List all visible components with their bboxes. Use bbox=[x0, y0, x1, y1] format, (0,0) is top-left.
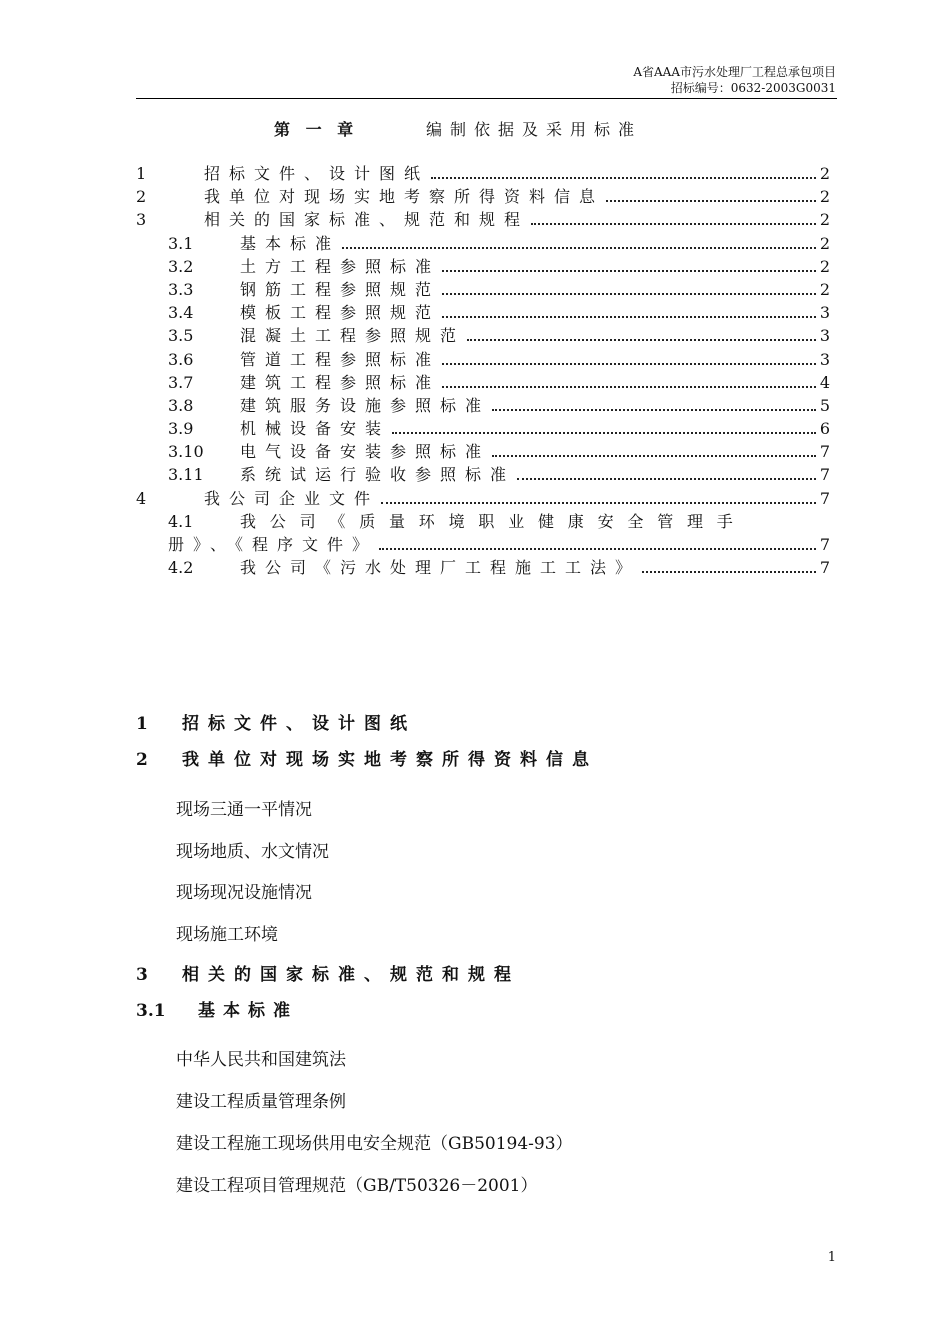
toc-leader bbox=[492, 409, 816, 411]
toc-title: 模板工程参照规范 bbox=[240, 303, 441, 323]
toc-leader bbox=[531, 223, 816, 225]
page-number: 1 bbox=[827, 1250, 836, 1265]
section-number: 1 bbox=[136, 714, 148, 734]
toc-entry[interactable] bbox=[136, 208, 830, 231]
toc-title: 我单位对现场实地考察所得资料信息 bbox=[204, 187, 605, 207]
list-item: 中华人民共和国建筑法 bbox=[176, 1050, 346, 1070]
toc-title: 钢筋工程参照规范 bbox=[240, 279, 441, 299]
toc-leader bbox=[442, 293, 816, 295]
toc-page: 2 bbox=[819, 187, 830, 207]
toc-page: 7 bbox=[819, 465, 830, 485]
toc-number: 3.9 bbox=[168, 419, 194, 439]
toc-number: 3.5 bbox=[168, 326, 194, 346]
section-title: 招标文件、设计图纸 bbox=[182, 714, 416, 734]
toc-entry[interactable] bbox=[136, 463, 830, 486]
section-heading-2 bbox=[136, 745, 598, 770]
header-project-name: A省AAA市污水处理厂工程总承包项目 bbox=[633, 65, 836, 79]
toc-number: 3 bbox=[136, 210, 147, 230]
list-item: 现场三通一平情况 bbox=[176, 800, 312, 820]
toc-leader bbox=[442, 363, 816, 365]
toc-leader bbox=[381, 502, 816, 504]
chapter-number: 第 一 章 bbox=[274, 120, 359, 139]
toc-title: 我公司《污水处理厂工程施工工法》 bbox=[240, 558, 641, 578]
toc-page: 2 bbox=[819, 233, 830, 253]
toc-number: 3.10 bbox=[168, 442, 204, 462]
toc-entry[interactable] bbox=[136, 556, 830, 579]
toc-title: 混凝土工程参照规范 bbox=[240, 326, 466, 346]
toc-entry[interactable] bbox=[136, 348, 830, 371]
toc-number: 1 bbox=[136, 164, 147, 183]
toc-title: 我公司《质量环境职业健康安全管理手 bbox=[240, 511, 747, 531]
list-item: 现场地质、水文情况 bbox=[176, 842, 329, 862]
toc-leader bbox=[492, 455, 816, 457]
page-header bbox=[633, 64, 836, 96]
toc-page: 7 bbox=[819, 488, 830, 508]
section-heading-3 bbox=[136, 960, 520, 985]
toc-entry[interactable] bbox=[136, 232, 830, 255]
toc-number: 4.1 bbox=[168, 511, 194, 531]
toc-title: 建筑工程参照标准 bbox=[240, 372, 441, 392]
toc-leader bbox=[642, 571, 816, 573]
toc-title: 机械设备安装 bbox=[240, 419, 391, 439]
toc-number: 3.8 bbox=[168, 395, 194, 415]
section-title: 相关的国家标准、规范和规程 bbox=[182, 965, 520, 985]
toc-title: 相关的国家标准、规范和规程 bbox=[204, 210, 530, 230]
toc-title: 系统试运行验收参照标准 bbox=[240, 465, 516, 485]
list-item: 建设工程施工现场供用电安全规范（GB50194-93） bbox=[176, 1134, 573, 1154]
toc-leader bbox=[379, 548, 816, 550]
toc-entry[interactable] bbox=[136, 417, 830, 440]
toc-number: 3.7 bbox=[168, 372, 194, 392]
toc-page: 2 bbox=[819, 279, 830, 299]
toc-title: 电气设备安装参照标准 bbox=[240, 442, 491, 462]
toc-number: 3.1 bbox=[168, 233, 194, 253]
toc-number: 3.3 bbox=[168, 279, 194, 299]
section-title: 基本标准 bbox=[198, 1001, 298, 1021]
toc-entry[interactable] bbox=[136, 278, 830, 301]
toc-page: 3 bbox=[819, 349, 830, 369]
table-of-contents bbox=[136, 162, 830, 579]
section-number: 3 bbox=[136, 965, 148, 985]
toc-leader bbox=[606, 200, 816, 202]
toc-number: 3.11 bbox=[168, 465, 204, 485]
header-bid-number: 招标编号：0632-2003G0031 bbox=[670, 81, 836, 95]
toc-leader bbox=[442, 386, 816, 388]
toc-entry[interactable] bbox=[136, 324, 830, 347]
toc-number: 3.4 bbox=[168, 303, 194, 323]
toc-title: 建筑服务设施参照标准 bbox=[240, 395, 491, 415]
toc-entry[interactable] bbox=[136, 371, 830, 394]
list-item: 现场现况设施情况 bbox=[176, 883, 312, 903]
toc-page: 7 bbox=[819, 558, 830, 578]
subsection-heading-3-1 bbox=[136, 996, 298, 1021]
toc-entry[interactable] bbox=[136, 394, 830, 417]
toc-page: 3 bbox=[819, 303, 830, 323]
list-item: 建设工程项目管理规范（GB/T50326－2001） bbox=[176, 1176, 538, 1196]
toc-entry-continuation[interactable] bbox=[136, 533, 830, 556]
toc-leader bbox=[442, 270, 816, 272]
toc-entry[interactable] bbox=[136, 185, 830, 208]
toc-leader bbox=[442, 316, 816, 318]
section-title: 我单位对现场实地考察所得资料信息 bbox=[182, 750, 598, 770]
toc-page: 7 bbox=[819, 535, 830, 554]
list-item: 现场施工环境 bbox=[176, 925, 278, 945]
toc-number: 4.2 bbox=[168, 558, 194, 578]
toc-leader bbox=[517, 478, 816, 480]
toc-number: 2 bbox=[136, 187, 147, 207]
toc-leader bbox=[467, 339, 816, 341]
toc-title: 土方工程参照标准 bbox=[240, 256, 441, 276]
toc-leader bbox=[392, 432, 816, 434]
toc-page: 7 bbox=[819, 442, 830, 462]
toc-title: 管道工程参照标准 bbox=[240, 349, 441, 369]
section-number: 3.1 bbox=[136, 1001, 166, 1021]
toc-page: 5 bbox=[819, 395, 830, 415]
chapter-title: 编制依据及采用标准 bbox=[426, 120, 643, 139]
toc-title: 基本标准 bbox=[240, 233, 341, 253]
toc-title: 册》、《程序文件》 bbox=[168, 535, 378, 554]
toc-entry[interactable] bbox=[136, 301, 830, 324]
toc-page: 4 bbox=[819, 372, 830, 392]
toc-page: 3 bbox=[819, 326, 830, 346]
toc-entry[interactable] bbox=[136, 440, 830, 463]
section-number: 2 bbox=[136, 750, 148, 770]
toc-entry[interactable] bbox=[136, 255, 830, 278]
toc-page: 6 bbox=[819, 419, 830, 439]
toc-entry[interactable] bbox=[136, 162, 830, 185]
toc-page: 2 bbox=[819, 256, 830, 276]
list-item: 建设工程质量管理条例 bbox=[176, 1092, 346, 1112]
toc-title: 我公司企业文件 bbox=[204, 488, 380, 508]
toc-number: 3.6 bbox=[168, 349, 194, 369]
header-divider bbox=[136, 98, 837, 99]
toc-title: 招标文件、设计图纸 bbox=[204, 164, 430, 183]
section-heading-1 bbox=[136, 709, 416, 734]
toc-number: 4 bbox=[136, 488, 147, 508]
toc-entry[interactable] bbox=[136, 510, 830, 533]
toc-page: 2 bbox=[819, 210, 830, 230]
toc-number: 3.2 bbox=[168, 256, 194, 276]
toc-leader bbox=[342, 247, 816, 249]
toc-entry[interactable] bbox=[136, 487, 830, 510]
toc-leader bbox=[431, 177, 816, 179]
toc-page: 2 bbox=[819, 164, 830, 183]
